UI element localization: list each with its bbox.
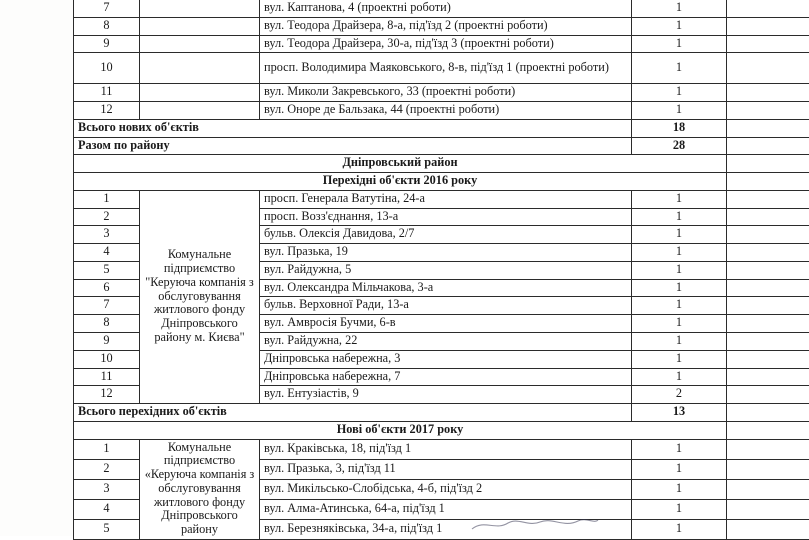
row-quantity: 1 [632,279,727,297]
table-row [74,53,809,84]
row-extra [727,519,809,539]
row-number: 7 [74,297,140,315]
row-number: 5 [74,261,140,279]
row-quantity: 1 [632,208,727,226]
row-address: вул. Миколи Закревського, 33 (проектні роботи) [260,84,632,102]
row-extra [727,459,809,479]
row-address: вул. Алма-Атинська, 64-а, під'їзд 1 [260,499,632,519]
table-row [74,0,809,17]
row-extra [727,350,809,368]
row-org [140,0,260,17]
row-quantity: 1 [632,297,727,315]
row-extra [727,297,809,315]
subsection-title-new: Нові об'єкти 2017 року [74,421,727,439]
total-label: Всього нових об'єктів [74,119,632,137]
row-quantity: 1 [632,17,727,35]
row-quantity: 1 [632,459,727,479]
row-number: 1 [74,190,140,208]
table-row [74,35,809,53]
row-extra [727,226,809,244]
row-address: вул. Олександра Мільчакова, 3-а [260,279,632,297]
section-header-row [74,421,809,439]
row-quantity: 1 [632,84,727,102]
row-org [140,53,260,84]
row-address: вул. Каптанова, 4 (проектні роботи) [260,0,632,17]
row-address: вул. Краківська, 18, під'їзд 1 [260,439,632,459]
row-extra [727,261,809,279]
row-number: 4 [74,244,140,262]
row-number: 3 [74,226,140,244]
total-quantity: 28 [632,137,727,155]
row-number: 5 [74,519,140,539]
row-quantity: 1 [632,350,727,368]
row-number: 9 [74,35,140,53]
table-row [74,84,809,102]
row-extra [727,499,809,519]
row-address: вул. Райдужна, 5 [260,261,632,279]
row-org [140,35,260,53]
row-quantity: 1 [632,35,727,53]
row-quantity: 1 [632,53,727,84]
row-number: 3 [74,479,140,499]
organization-name: Комунальне підприємство "Керуюча компанія з обслуговування житлового фонду Дніпровського району м. Києва" [140,190,260,403]
row-quantity: 1 [632,226,727,244]
total-quantity: 13 [632,404,727,422]
organization-name: Комунальне підприємство «Керуюча компанія з обслуговування житлового фонду Дніпровського району [140,439,260,539]
row-address: вул. Ентузіастів, 9 [260,386,632,404]
row-extra [727,102,809,120]
row-quantity: 1 [632,499,727,519]
row-address: вул. Микільсько-Слобідська, 4-б, під'їзд 2 [260,479,632,499]
row-extra [727,386,809,404]
row-address: вул. Празька, 19 [260,244,632,262]
row-address: вул. Теодора Драйзера, 8-а, під'їзд 2 (проектні роботи) [260,17,632,35]
row-address: просп. Володимира Маяковського, 8-в, під'їзд 1 (проектні роботи) [260,53,632,84]
row-extra [727,84,809,102]
row-quantity: 1 [632,244,727,262]
table-row [74,102,809,120]
table-row [74,439,809,459]
row-number: 2 [74,459,140,479]
row-extra [727,279,809,297]
row-extra [727,35,809,53]
row-address: вул. Празька, 3, під'їзд 11 [260,459,632,479]
row-extra [727,208,809,226]
row-extra [727,244,809,262]
row-address: бульв. Олексія Давидова, 2/7 [260,226,632,244]
row-number: 12 [74,386,140,404]
total-quantity: 18 [632,119,727,137]
row-extra [727,137,809,155]
row-org [140,84,260,102]
row-quantity: 1 [632,333,727,351]
row-address: бульв. Верховної Ради, 13-а [260,297,632,315]
row-address: просп. Генерала Ватутіна, 24-а [260,190,632,208]
row-org [140,102,260,120]
row-extra [727,53,809,84]
row-number: 10 [74,53,140,84]
table-total-row [74,404,809,422]
row-number: 9 [74,333,140,351]
row-extra [727,315,809,333]
row-address: вул. Амвросія Бучми, 6-в [260,315,632,333]
row-extra [727,190,809,208]
row-extra [727,0,809,17]
row-address: Дніпровська набережна, 7 [260,368,632,386]
section-header-row [74,155,809,173]
row-number: 11 [74,368,140,386]
row-number: 11 [74,84,140,102]
table-total-row [74,137,809,155]
row-extra [727,333,809,351]
row-quantity: 1 [632,315,727,333]
row-extra [727,173,809,191]
section-header-row [74,173,809,191]
row-address: Дніпровська набережна, 3 [260,350,632,368]
table-total-row [74,119,809,137]
row-extra [727,404,809,422]
row-quantity: 1 [632,0,727,17]
row-quantity: 1 [632,190,727,208]
row-extra [727,421,809,439]
table-row [74,190,809,208]
row-quantity: 1 [632,519,727,539]
row-number: 1 [74,439,140,459]
row-number: 7 [74,0,140,17]
row-number: 8 [74,315,140,333]
row-quantity: 1 [632,102,727,120]
row-address: вул. Теодора Драйзера, 30-а, під'їзд 3 (проектні роботи) [260,35,632,53]
row-quantity: 1 [632,439,727,459]
total-label: Разом по району [74,137,632,155]
row-address: просп. Возз'єднання, 13-а [260,208,632,226]
district-title: Дніпровський район [74,155,727,173]
row-extra [727,119,809,137]
objects-table [73,0,809,540]
row-number: 6 [74,279,140,297]
row-number: 12 [74,102,140,120]
row-extra [727,479,809,499]
row-address: вул. Райдужна, 22 [260,333,632,351]
subsection-title-transitional: Перехідні об'єкти 2016 року [74,173,727,191]
row-number: 2 [74,208,140,226]
table-row [74,17,809,35]
row-quantity: 1 [632,261,727,279]
total-label: Всього перехідних об'єктів [74,404,632,422]
row-extra [727,155,809,173]
row-number: 4 [74,499,140,519]
row-quantity: 1 [632,368,727,386]
row-org [140,17,260,35]
row-extra [727,368,809,386]
row-number: 8 [74,17,140,35]
row-quantity: 1 [632,479,727,499]
row-extra [727,439,809,459]
row-address: вул. Березняківська, 34-а, під'їзд 1 [260,519,632,539]
row-address: вул. Оноре де Бальзака, 44 (проектні роботи) [260,102,632,120]
row-number: 10 [74,350,140,368]
row-quantity: 2 [632,386,727,404]
row-extra [727,17,809,35]
